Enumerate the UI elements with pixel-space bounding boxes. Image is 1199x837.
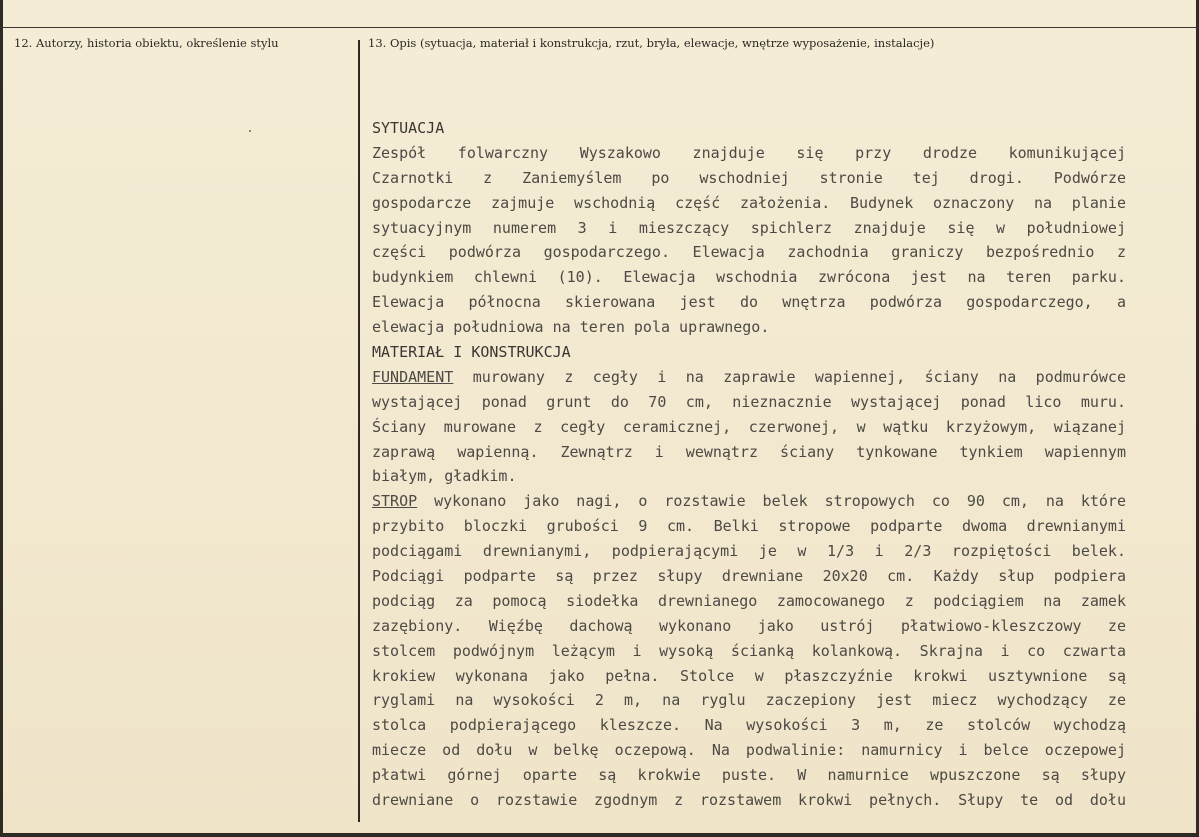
text-line: zaprawą wapienną. Zewnątrz i wewnątrz ściany tynkowane tynkiem wapiennym: [372, 442, 1126, 461]
text-line: ryglami na wysokości 2 m, na ryglu zaczepiony jest miecz wychodzący ze: [372, 691, 1126, 710]
paper-speck: [249, 130, 251, 132]
fundament-label: FUNDAMENT: [372, 367, 454, 386]
section-heading-material: MATERIAŁ I KONSTRUKCJA: [372, 343, 571, 362]
strop-first-line: [372, 489, 1126, 514]
fundament-text: murowany z cegły i na zaprawie wapiennej, ściany na podmurówce: [453, 367, 1126, 386]
fundament-first-line: [372, 365, 1126, 390]
page-border-left: [0, 0, 3, 837]
text-line: sytuacyjnym numerem 3 i mieszczący spichlerz znajduje się w południowej: [372, 218, 1126, 237]
text-line: płatwi górnej oparte są krokwie puste. W namurnice wpuszczone są słupy: [372, 766, 1126, 785]
text-line: miecze od dołu w belkę oczepową. Na podwalinie: namurnicy i belce oczepowej: [372, 741, 1126, 760]
text-line: stolca podpierającego kleszcze. Na wysokości 3 m, ze stolców wychodzą: [372, 716, 1126, 735]
strop-text: wykonano jako nagi, o rozstawie belek stropowych co 90 cm, na które: [417, 492, 1126, 511]
column-12-header: 12. Autorzy, historia obiektu, określenie stylu: [14, 36, 279, 50]
text-line: budynkiem chlewni (10). Elewacja wschodnia zwrócona jest na teren parku.: [372, 268, 1126, 287]
text-line: podciągami drewnianymi, podpierającymi je w 1/3 i 2/3 rozpiętości belek.: [372, 542, 1126, 561]
text-line: Elewacja północna skierowana jest do wnętrza podwórza gospodarczego, a: [372, 293, 1126, 312]
text-line: przybito bloczki grubości 9 cm. Belki stropowe podparte dwoma drewnianymi: [372, 517, 1126, 536]
text-line: Ściany murowane z cegły ceramicznej, czerwonej, w wątku krzyżowym, wiązanej: [372, 417, 1126, 436]
text-line: Czarnotki z Zaniemyślem po wschodniej stronie tej drogi. Podwórze: [372, 168, 1126, 187]
description-text: [372, 116, 1126, 813]
text-line: Zespół folwarczny Wyszakowo znajduje się przy drodze komunikującej: [372, 143, 1126, 162]
section-heading-sytuacja: SYTUACJA: [372, 119, 445, 137]
text-line: białym, gładkim.: [372, 467, 517, 486]
text-line: Podciągi podparte są przez słupy drewniane 20x20 cm. Każdy słup podpiera: [372, 567, 1126, 586]
text-line: drewniane o rozstawie zgodnym z rozstawem krokwi pełnych. Słupy te od dołu: [372, 791, 1126, 810]
column-divider: [358, 40, 360, 822]
text-line: zazębiony. Więźbę dachową wykonano jako ustrój płatwiowo-kleszczowy ze: [372, 616, 1126, 635]
text-line: podciąg za pomocą siodełka drewnianego zamocowanego z podciągiem na zamek: [372, 591, 1126, 610]
text-line: wystającej ponad grunt do 70 cm, nieznacznie wystającej ponad lico muru.: [372, 392, 1126, 411]
page-border-bottom: [0, 833, 1199, 837]
text-line: krokiew wykonana jako pełna. Stolce w płaszczyźnie krokwi usztywnione są: [372, 666, 1126, 685]
header-rule: [0, 27, 1199, 28]
text-line: stolcem podwójnym leżącym i wysoką ścianką kolankową. Skrajna i co czwarta: [372, 641, 1126, 660]
strop-label: STROP: [372, 492, 418, 511]
text-line: gospodarcze zajmuje wschodnią część założenia. Budynek oznaczony na planie: [372, 193, 1126, 212]
text-line: elewacja południowa na teren pola uprawnego.: [372, 318, 770, 337]
column-13-header: 13. Opis (sytuacja, materiał i konstrukcja, rzut, bryła, elewacje, wnętrze wyposażenie, instalacje): [368, 36, 935, 50]
text-line: części podwórza gospodarczego. Elewacja zachodnia graniczy bezpośrednio z: [372, 243, 1126, 262]
